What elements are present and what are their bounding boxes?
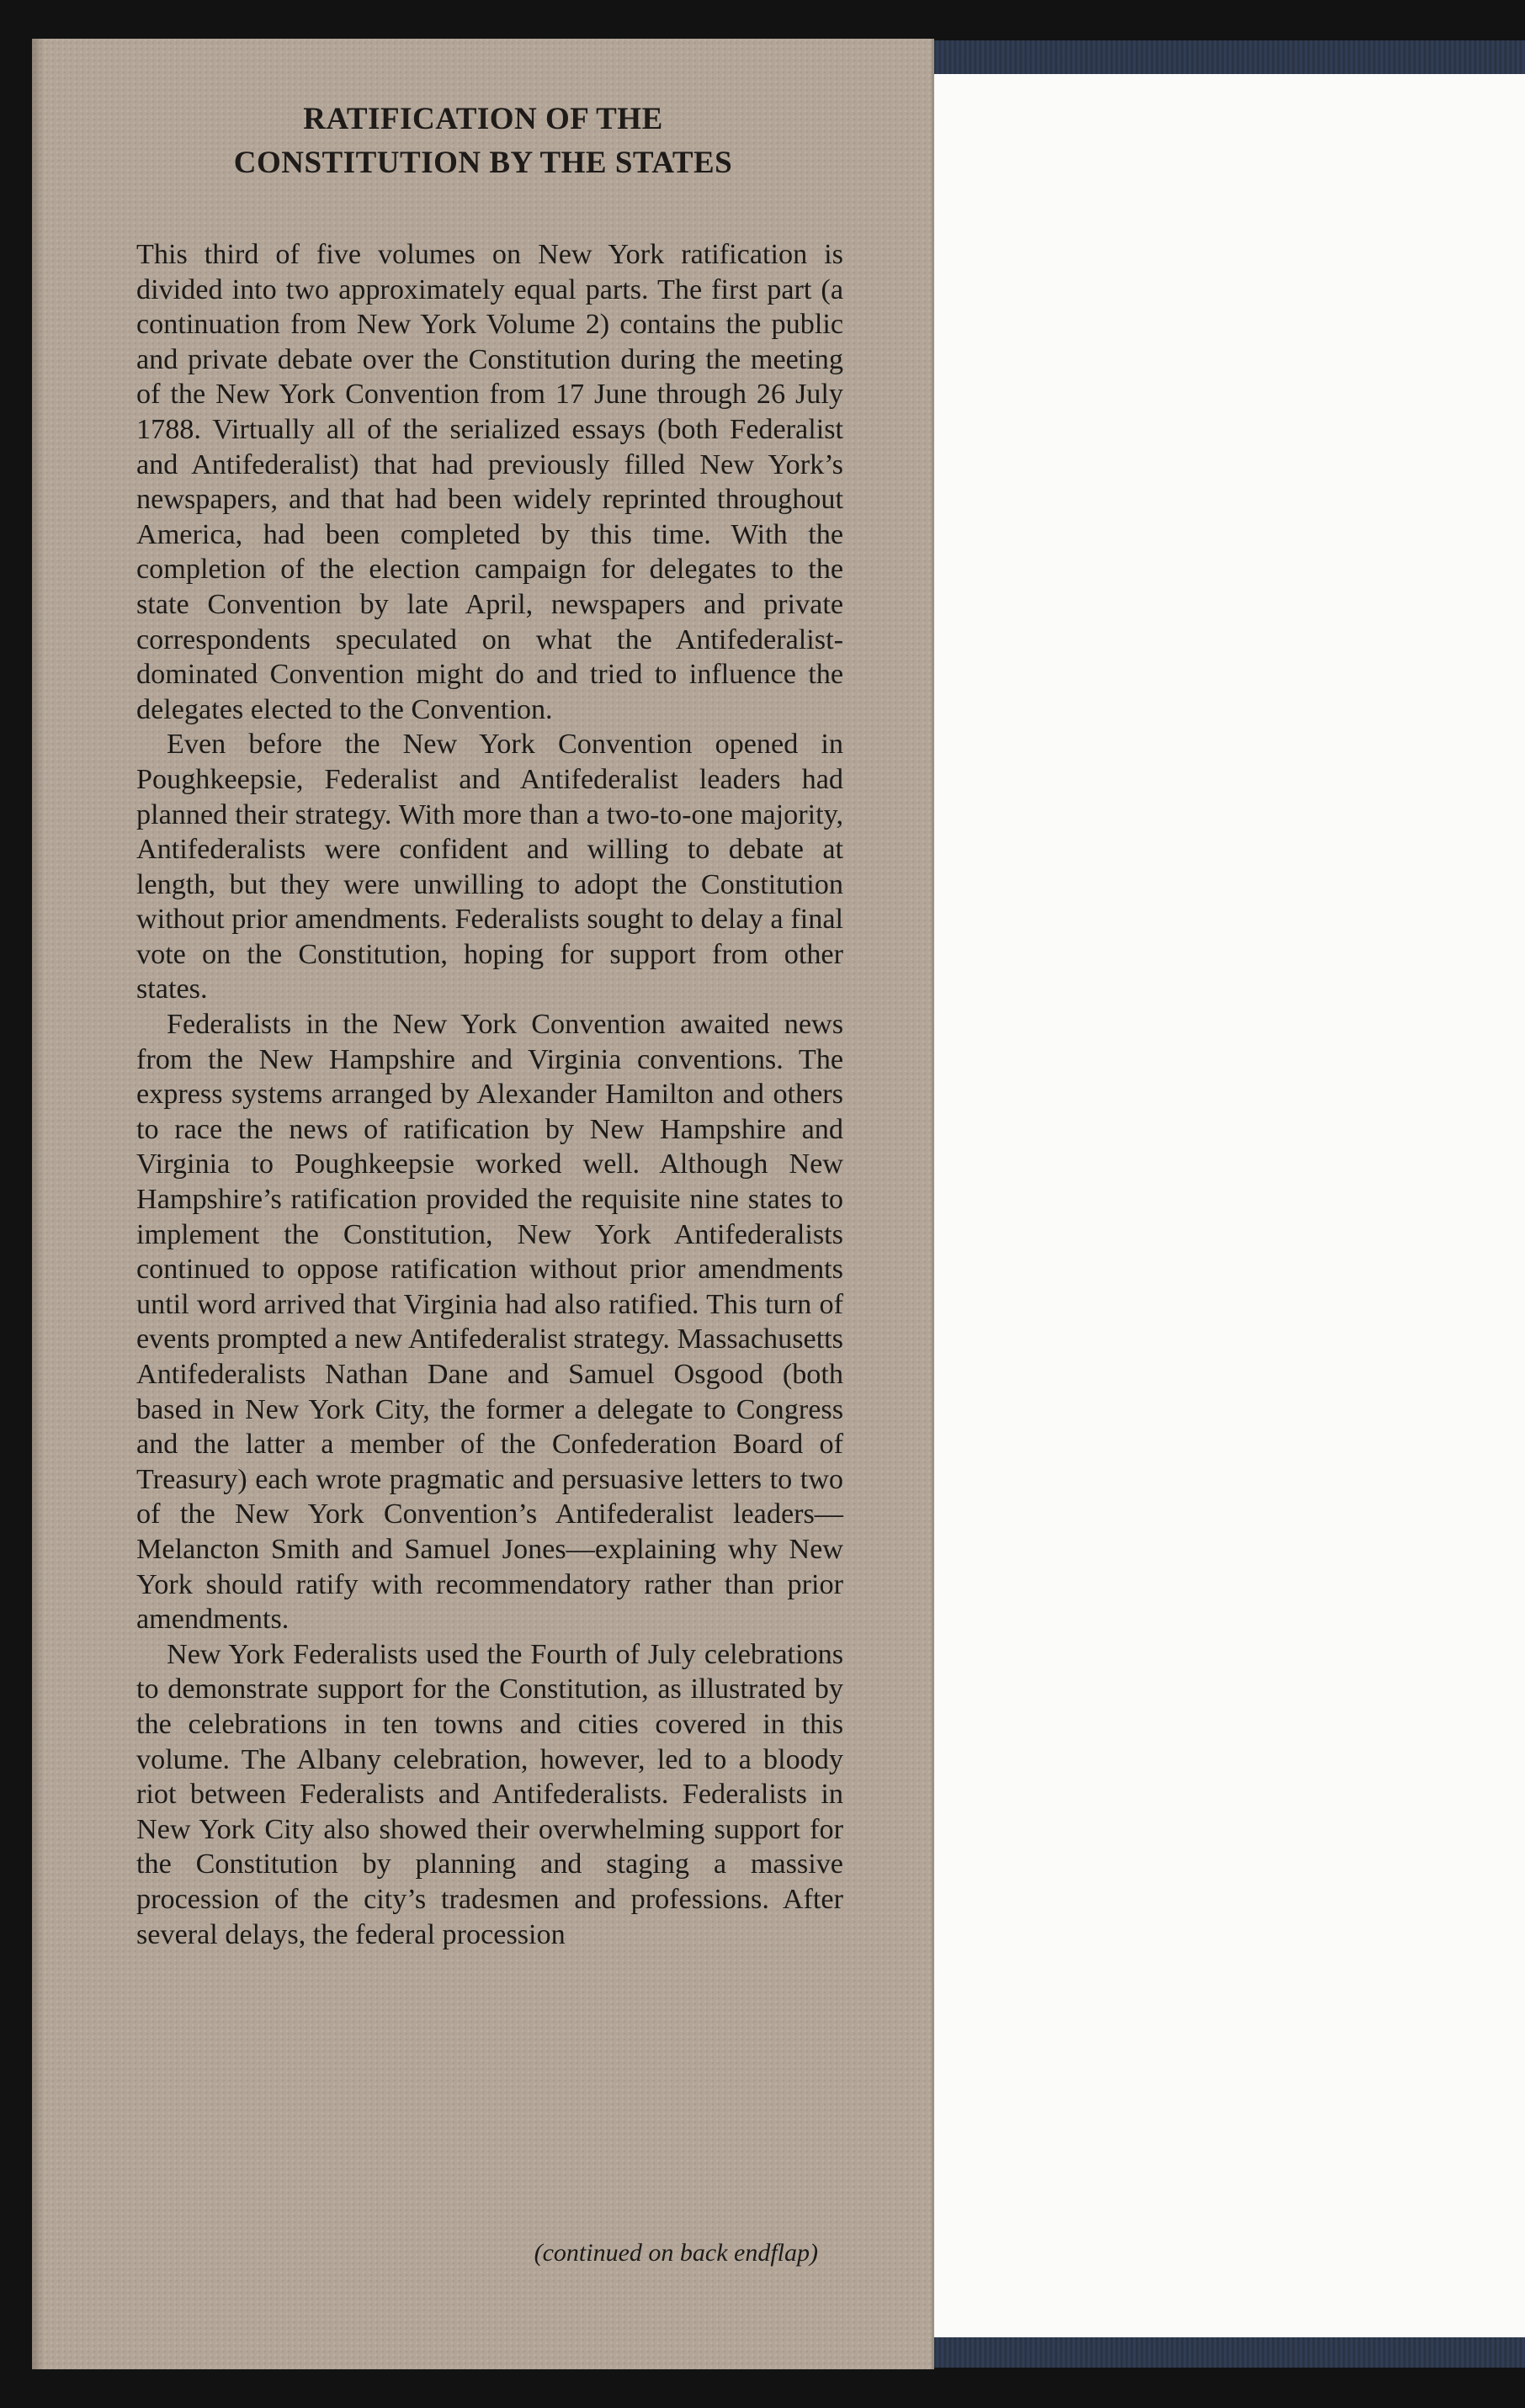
flap-paragraph-4: New York Federalists used the Fourth of July celebrations to demonstrate support for the Constitution, as illustrated by the celebrations in ten towns and cities covered in this volume. The Albany celebration, however, led to a bloody riot between Federalists and Antifederalists. Federalists in New York City also showed their overwhelming support for the Constitution by planning and staging a massive procession of the city’s tradesmen and professions. After several delays, the federal procession	[136, 1638, 843, 1950]
endpaper-page	[930, 74, 1525, 2337]
flap-title-line-2: CONSTITUTION BY THE STATES	[233, 146, 733, 180]
continued-note: (continued on back endflap)	[534, 2239, 818, 2267]
flap-title	[32, 98, 934, 185]
flap-body	[136, 237, 843, 1952]
flap-paragraph-2: Even before the New York Convention opened in Poughkeepsie, Federalist and Antifederalist leaders had planned their strategy. With more than a two-to-one majority, Antifederalists were confident and willing to debate at length, but they were unwilling to adopt the Constitution without prior amendments. Federalists sought to delay a final vote on the Constitution, hoping for support from other states.	[136, 729, 843, 1005]
flap-paragraph-1: This third of five volumes on New York ratification is divided into two approximately equal parts. The first part (a continuation from New York Volume 2) contains the public and private debate over the Constitution during the meeting of the New York Convention from 17 June through 26 July 1788. Virtually all of the serialized essays (both Federalist and Antifederalist) that had previously filled New York’s newspapers, and that had been widely reprinted throughout America, had been completed by this time. With the completion of the election campaign for delegates to the state Convention by late April, newspapers and private correspondents speculated on what the Antifederalist-dominated Convention might do and tried to influence the delegates elected to the Convention.	[136, 239, 843, 725]
flap-title-line-1: RATIFICATION OF THE	[303, 102, 663, 136]
flap-paragraph-3: Federalists in the New York Convention awaited news from the New Hampshire and Virginia conventions. The express systems arranged by Alexander Hamilton and others to race the news of ratification by New Hampshire and Virginia to Poughkeepsie worked well. Although New Hampshire’s ratification provided the requisite nine states to implement the Constitution, New York Antifederalists continued to oppose ratification without prior amendments until word arrived that Virginia had also ratified. This turn of events prompted a new Antifederalist strategy. Massachusetts Antifederalists Nathan Dane and Samuel Osgood (both based in New York City, the former a delegate to Congress and the latter a member of the Confederation Board of Treasury) each wrote pragmatic and persuasive letters to two of the New York Convention’s Antifederalist leaders—Melancton Smith and Samuel Jones—explaining why New York should ratify with recommendatory rather than prior amendments.	[136, 1009, 843, 1636]
cover-cloth-strip-bottom	[930, 2337, 1525, 2368]
jacket-flap	[32, 39, 934, 2369]
cover-cloth-strip-top	[930, 40, 1525, 74]
flap-shadow-edge	[32, 39, 44, 2369]
